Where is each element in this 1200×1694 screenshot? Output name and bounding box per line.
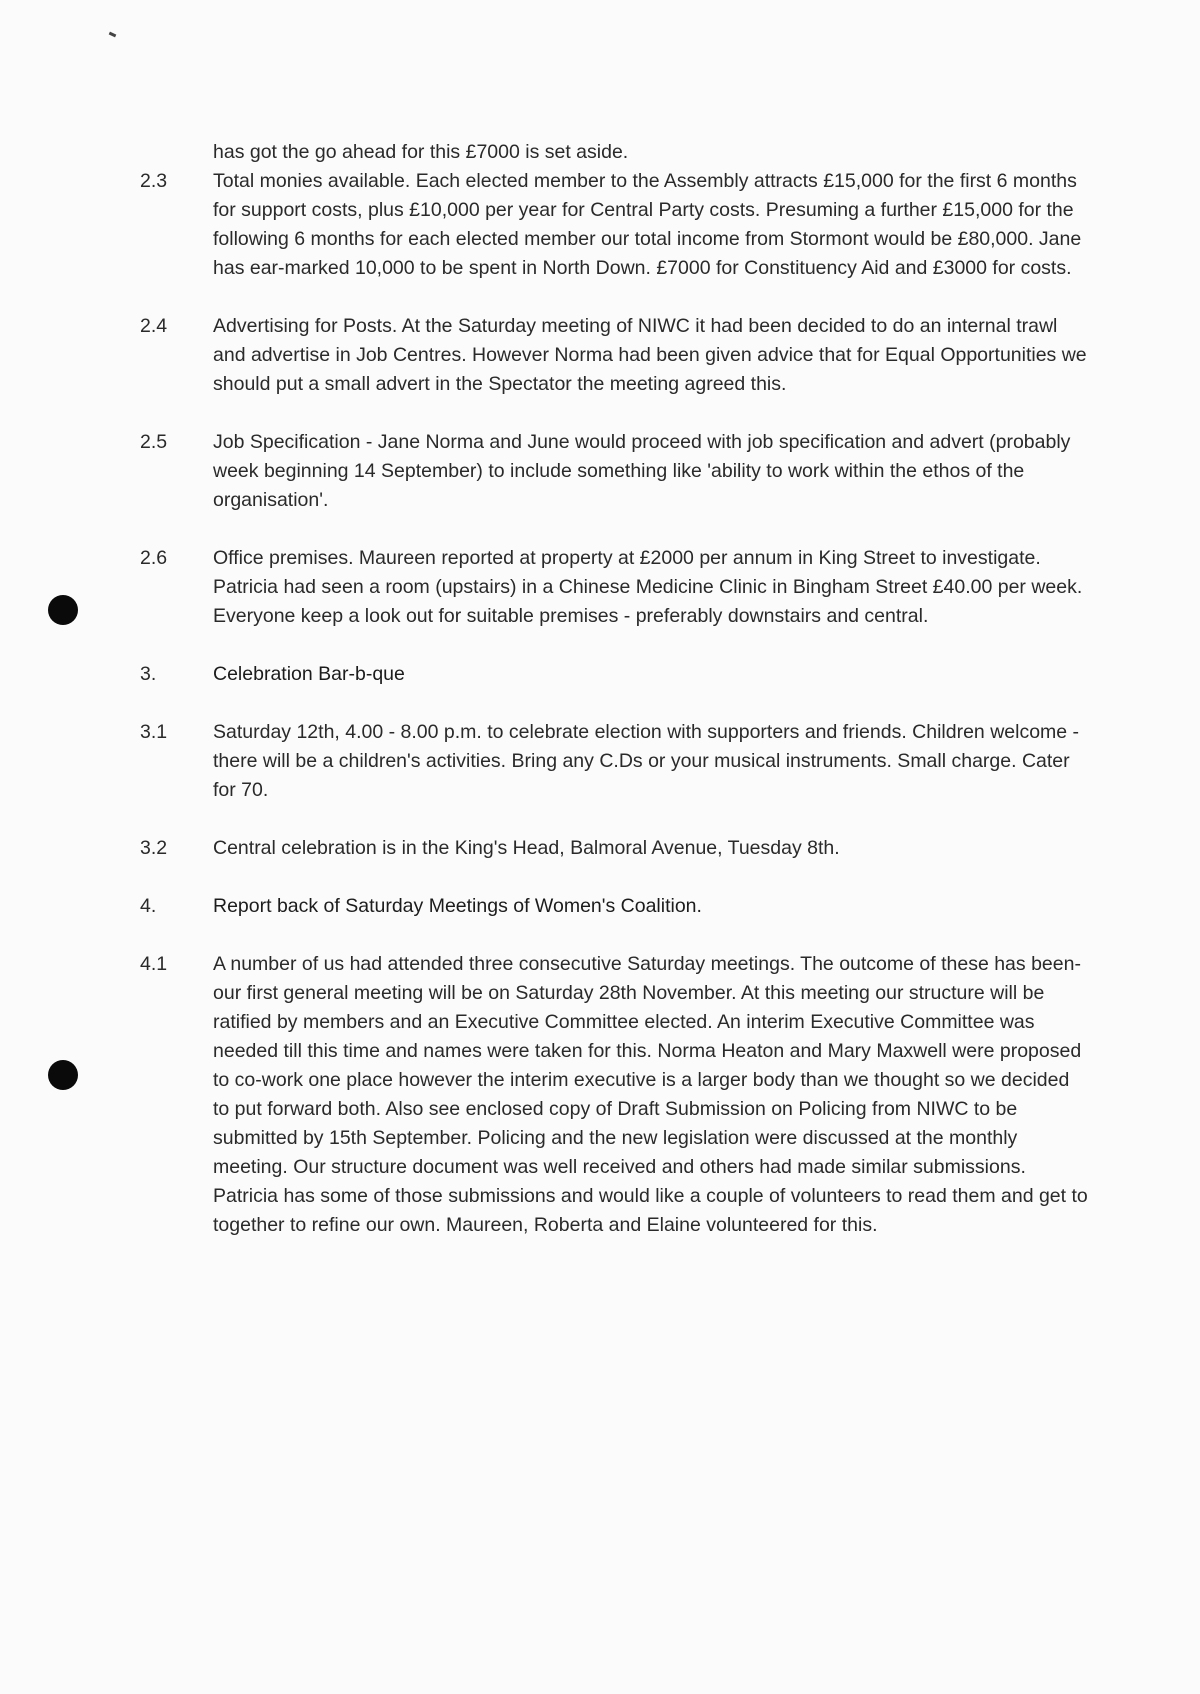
item-text: Total monies available. Each elected member to the Assembly attracts £15,000 for the first 6 months for support costs, plus £10,000 per year for Central Party costs. Presuming a further £15,000 for the following 6 months for each elected member our total income from Stormont would be £80,000. Jane has ear-marked 10,000 to be spent in North Down. £7000 for Constituency Aid and £3000 for costs. xyxy=(213,170,1082,279)
item-2-6 xyxy=(140,544,1090,631)
section-title: Celebration Bar-b-que xyxy=(213,663,405,685)
item-3-1 xyxy=(140,718,1090,805)
item-2-5 xyxy=(140,428,1090,515)
section-number: 3. xyxy=(140,663,157,685)
item-number: 4.1 xyxy=(140,953,168,975)
section-title: Report back of Saturday Meetings of Women's Coalition. xyxy=(213,895,702,917)
continuation-line: has got the go ahead for this £7000 is set aside. xyxy=(213,141,629,163)
item-number: 3.2 xyxy=(140,837,168,859)
item-2-3 xyxy=(140,167,1090,283)
item-text: A number of us had attended three consecutive Saturday meetings. The outcome of these has been- our first general meeting will be on Saturday 28th November. At this meeting our structure will be ratified by members and an Executive Committee elected. An interim Executive Committee was needed till this time and names were taken for this. Norma Heaton and Mary Maxwell were proposed to co-work one place however the interim executive is a larger body than we thought so we decided to put forward both. Also see enclosed copy of Draft Submission on Policing from NIWC to be submitted by 15th September. Policing and the new legislation were discussed at the monthly meeting. Our structure document was well received and others had made similar submissions. Patricia has some of those submissions and would like a couple of volunteers to read them and get to together to refine our own. Maureen, Roberta and Elaine volunteered for this. xyxy=(213,953,1088,1236)
section-heading-4 xyxy=(140,892,1090,921)
item-text: Office premises. Maureen reported at property at £2000 per annum in King Street to investigate. Patricia had seen a room (upstairs) in a Chinese Medicine Clinic in Bingham Street £40.00 per week. Everyone keep a look out for suitable premises - preferably downstairs and central. xyxy=(213,547,1083,627)
item-number: 3.1 xyxy=(140,721,168,743)
item-number: 2.3 xyxy=(140,170,168,192)
punch-hole-top xyxy=(48,595,78,625)
item-text: Job Specification - Jane Norma and June would proceed with job specification and advert (probably week beginning 14 September) to include something like 'ability to work within the ethos of the organisation'. xyxy=(213,431,1071,511)
item-text: Central celebration is in the King's Head, Balmoral Avenue, Tuesday 8th. xyxy=(213,837,840,859)
section-heading-3 xyxy=(140,660,1090,689)
item-2-4 xyxy=(140,312,1090,399)
item-4-1 xyxy=(140,950,1090,1240)
section-number: 4. xyxy=(140,895,157,917)
minutes-body xyxy=(140,138,1090,1240)
item-number: 2.6 xyxy=(140,547,168,569)
scan-speck xyxy=(109,32,117,38)
item-3-2 xyxy=(140,834,1090,863)
item-number: 2.5 xyxy=(140,431,168,453)
item-number: 2.4 xyxy=(140,315,168,337)
item-text: Saturday 12th, 4.00 - 8.00 p.m. to celebrate election with supporters and friends. Children welcome - there will be a children's activities. Bring any C.Ds or your musical instruments. Small charge. Cater for 70. xyxy=(213,721,1080,801)
item-text: Advertising for Posts. At the Saturday meeting of NIWC it had been decided to do an internal trawl and advertise in Job Centres. However Norma had been given advice that for Equal Opportunities we should put a small advert in the Spectator the meeting agreed this. xyxy=(213,315,1087,395)
punch-hole-bottom xyxy=(48,1060,78,1090)
